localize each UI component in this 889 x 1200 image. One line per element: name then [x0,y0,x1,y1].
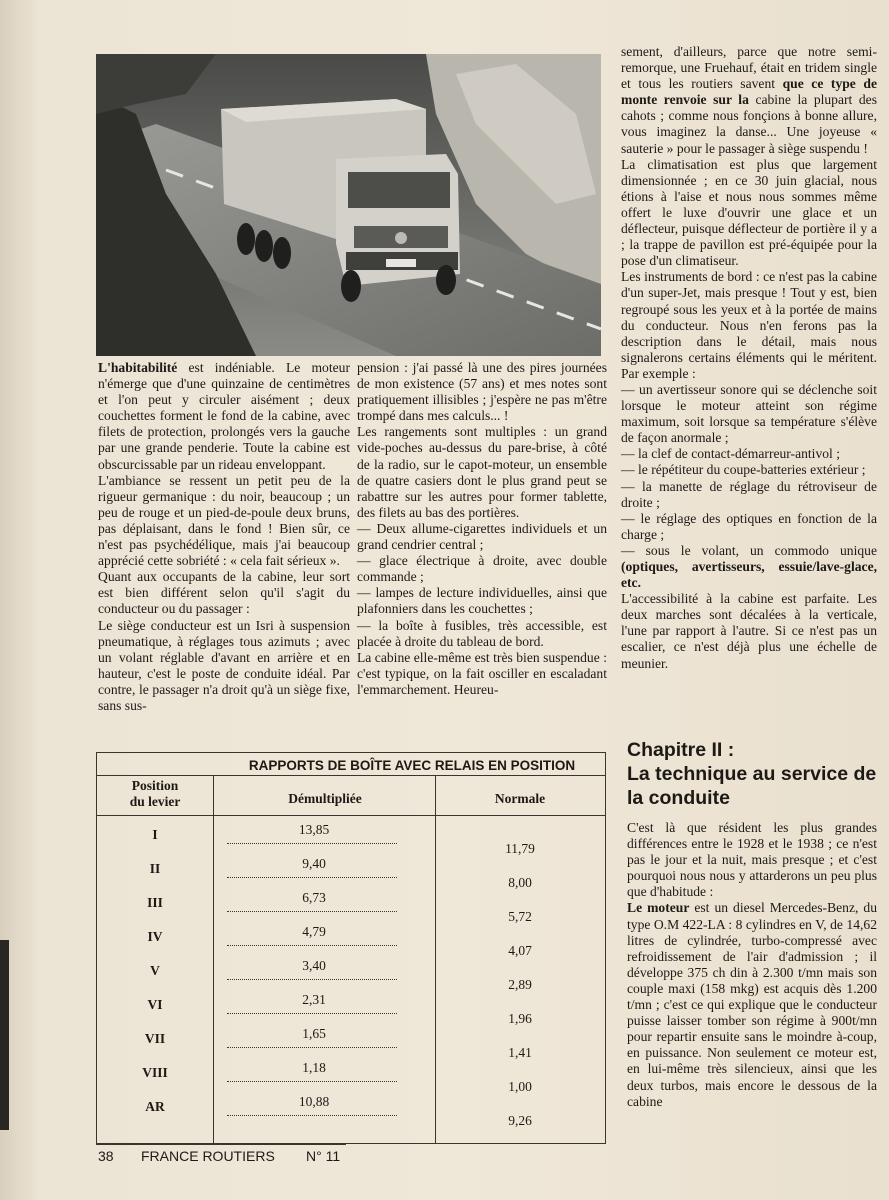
dotted-rule [227,1013,397,1014]
gear-position: I [152,827,158,842]
chapter-heading [627,738,879,810]
truck-photo [96,54,601,356]
header-position-line-2: du levier [129,794,181,809]
dotted-rule [227,911,397,912]
demultipliee-value: 13,85 [298,822,330,837]
table-rule [97,815,605,816]
column-4 [627,820,877,1110]
normale-value: 4,07 [508,943,532,958]
demultipliee-value: 10,88 [298,1094,330,1109]
table-rule [97,775,605,776]
truck-photo-icon [96,54,601,356]
normale-value: 2,89 [508,977,532,992]
text-commodo-bold: (optiques, avertisseurs, essuie/lave-glace, etc. [621,559,877,591]
dotted-rule [227,1047,397,1048]
normale-value: 5,72 [508,909,532,924]
page-footer [96,1144,876,1174]
header-position-line-1: Position [131,778,179,793]
paragraph-cabine-suspendue: La cabine elle-même est très bien suspendue : c'est typique, on la fait osciller en escaladant l'emmarchement. Heureu- [357,649,607,697]
paragraph-occupants: Quant aux occupants de la cabine, leur sort est bien différent selon qu'il s'agit du conducteur ou du passager : [98,569,350,617]
header-position [97,778,213,810]
text-moteur: est un diesel Mercedes-Benz, du type O.M 422-LA : 8 cylindres en V, de 14,62 litres de cylindrée, turbo-compressé avec refroidissement de l'air d'admission ; il développe 375 ch din à 2.300 t/mn mais son couple maxi (158 mkg) est acquis dès 1.200 t/mn ; c'est ce qui explique que le conducteur puisse laisser tomber son régime à 900t/mn pour repartir ensuite sans le moindre à-coup, en puissance. Non seulement ce moteur est, en lui-même très silencieux, ainsi que les deux turbos, mais encore le dessous de la cabine [627,900,877,1109]
table-divider [213,775,214,1143]
paragraph-habitabilite [98,360,350,473]
demultipliee-value: 6,73 [302,890,326,905]
header-normale: Normale [494,791,546,806]
magazine-name: FRANCE ROUTIERS [141,1148,275,1164]
normale-value: 8,00 [508,875,532,890]
text-habitabilite: est indéniable. Le moteur n'émerge que d'une quinzaine de centimètres et l'on peut y circuler aisément ; deux couchettes forment le fond de la cabine, avec filets de protection, prolongés vers la gauche par une grande penderie. Toute la cabine est obscurcissable par un rideau enveloppant. [98,360,350,472]
gear-position: II [149,861,161,876]
paragraph-rangements: Les rangements sont multiples : un grand vide-poches au-dessus du pare-brise, à côté de la radio, sur le capot-moteur, un ensemble de quatre casiers dont le plus grand peut se rabattre sur les autres pour former tablette, des filets au bas des portières. [357,424,607,520]
page-number: 38 [98,1148,114,1164]
column-1 [98,360,350,714]
dotted-rule [227,843,397,844]
paragraph-ambiance: L'ambiance se ressent un petit peu de la rigueur germanique : du noir, beaucoup ; un peu de rouge et un pied-de-poule deux bruns, pas déplaisant, dans le fond ! Bien sûr, ce n'est pas psychédélique, mais j'ai beaucoup apprécié cette sobriété : « cela fait sérieux ». [98,472,350,569]
demultipliee-value: 1,18 [302,1060,326,1075]
gear-position: AR [145,1099,165,1114]
list-item-lampes: — lampes de lecture individuelles, ainsi que plafonniers dans les couchettes ; [357,585,607,617]
table-divider [435,775,436,1143]
paragraph-moteur [627,900,877,1109]
gear-ratio-table [96,752,606,1144]
dotted-rule [227,979,397,980]
paragraph-semi-remorque [621,44,877,157]
chapter-title-line-2: la conduite [627,787,730,809]
normale-value: 1,00 [508,1079,532,1094]
dotted-rule [227,945,397,946]
chapter-title-line-1: La technique au service de [627,763,877,785]
issue-number: N° 11 [306,1148,341,1164]
demultipliee-value: 1,65 [302,1026,326,1041]
lead-moteur: Le moteur [627,900,690,916]
normale-value: 1,41 [508,1045,532,1060]
normale-value: 9,26 [508,1113,532,1128]
list-item-fusibles: — la boîte à fusibles, très accessible, est placée à droite du tableau de bord. [357,617,607,649]
list-item-avertisseur: — un avertisseur sonore qui se déclenche soit lorsque le moteur atteint son régime maximum, soit lorsque sa température s'élève de façon anormale ; [621,381,877,446]
text-semi-remorque-b: cabine la plupart des cahots ; comme nous fonçions à bonne allure, vous imaginez la danse... Une joyeuse « sauterie » pour le passager à siège suspendu ! [621,92,877,156]
demultipliee-value: 2,31 [302,992,326,1007]
scan-edge [0,940,9,1130]
table-title: RAPPORTS DE BOÎTE AVEC RELAIS EN POSITION [248,758,576,773]
text-commodo: — sous le volant, un commodo unique [621,542,877,558]
gear-position: VIII [142,1065,168,1080]
demultipliee-value: 3,40 [302,958,326,973]
paragraph-instruments: Les instruments de bord : ce n'est pas la cabine d'un super-Jet, mais presque ! Tout y est, bien regroupé sous les yeux et à la portée de mains du conducteur. Nous n'en ferons pas la description dans le détail, mais nous signalerons certains éléments qui le méritent. Par exemple : [621,269,877,381]
chapter-number: Chapitre II : [627,739,735,761]
column-2 [357,360,607,698]
list-item-clef: — la clef de contact-démarreur-antivol ; [621,446,841,462]
text-semi-remorque-a: sement, d'ailleurs, parce que notre semi-remorque, une Fruehauf, était en tridem single et tous les routiers savent [621,44,877,92]
list-item-allume-cigarettes: — Deux allume-cigarettes individuels et un grand cendrier central ; [357,520,607,553]
paragraph-accessibilite: L'accessibilité à la cabine est parfaite. Les deux marches sont décalées à la verticale, l'une par rapport à l'autre. Si ce n'est pas un escalier, ce n'est déjà plus une échelle de meunier. [621,591,877,671]
paragraph-climatisation: La climatisation est plus que largement dimensionnée ; en ce 30 juin glacial, nous étions à l'aise et nous nous sommes même offert le luxe d'ouvrir une glace et un déflecteur, puisque déflecteur de portière il y a ; la trappe de pavillon est pré-équipée pour la pose d'un climatiseur. [621,156,877,269]
list-item-manette: — la manette de réglage du rétroviseur de droite ; [621,478,877,510]
text-semi-remorque-bold: que ce type de monte renvoie sur la [621,76,877,108]
paragraph-differences: C'est là que résident les plus grandes différences entre le 1928 et le 1938 ; ce n'est pas le jour et la nuit, mais presque ; et c'est pourquoi nous nous y attarderons un peu plus que d'habitude : [627,820,877,900]
list-item-repetiteur: — le répétiteur du coupe-batteries extérieur ; [621,462,866,478]
normale-value: 1,96 [508,1011,532,1026]
gear-position: V [150,963,160,978]
dotted-rule [227,1115,397,1116]
paragraph-siege: Le siège conducteur est un Isri à suspension pneumatique, à réglages tous azimuts ; avec un volant réglable d'avant en arrière et en hauteur, c'est le poste de conduite idéal. Par contre, le passager n'a droit qu'à un siège fixe, sans sus- [98,617,350,713]
gear-position: VI [147,997,163,1012]
lead-habitabilite: L'habitabilité [98,360,178,375]
gear-position: III [147,895,163,910]
column-3 [621,44,877,672]
paragraph-suspension: pension : j'ai passé là une des pires journées de mon existence (57 ans) et mes notes sont pratiquement illisibles ; j'espère ne pas m'être trompé dans mes calculs... ! [357,360,607,424]
dotted-rule [227,1081,397,1082]
demultipliee-value: 9,40 [302,856,326,871]
normale-value: 11,79 [505,841,535,856]
dotted-rule [227,877,397,878]
list-item-glace: — glace électrique à droite, avec double commande ; [357,553,607,585]
list-item-commodo [621,543,877,591]
header-demultipliee: Démultipliée [288,791,362,806]
footer-rule [96,1144,346,1145]
list-item-optiques: — le réglage des optiques en fonction de la charge ; [621,510,877,542]
gear-position: IV [147,929,163,944]
demultipliee-value: 4,79 [302,924,326,939]
gear-position: VII [144,1031,166,1046]
